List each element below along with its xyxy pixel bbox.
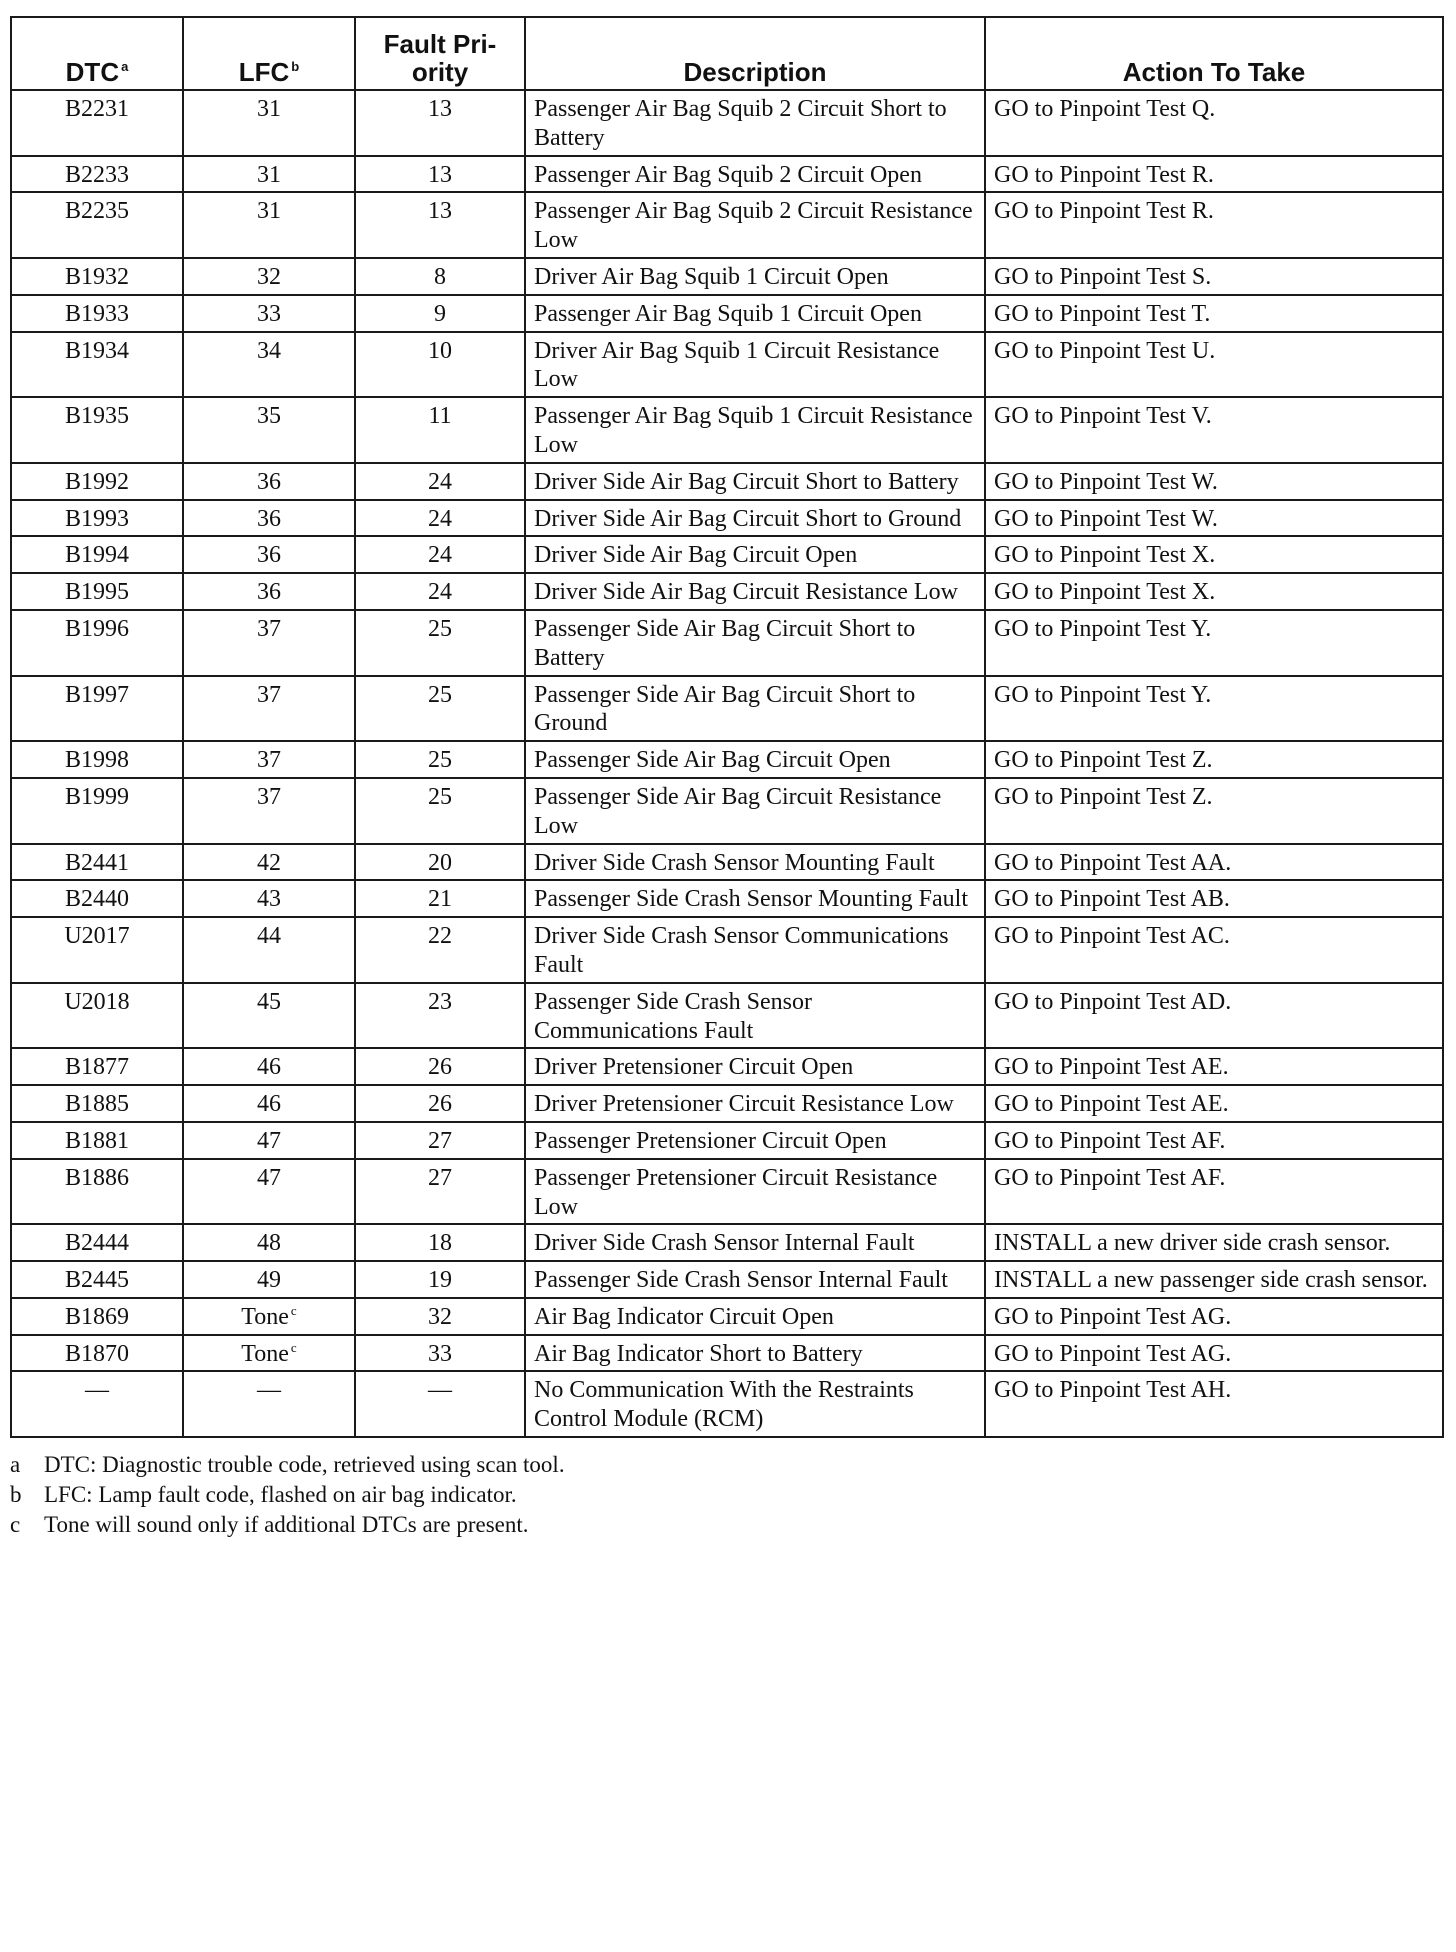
priority-cell: 24 (355, 573, 525, 610)
header-fault-priority: Fault Pri- ority (355, 17, 525, 90)
dtc-cell: B1934 (11, 332, 183, 398)
priority-cell: 24 (355, 536, 525, 573)
priority-cell: 19 (355, 1261, 525, 1298)
lfc-cell: 35 (183, 397, 355, 463)
header-action: Action To Take (985, 17, 1443, 90)
description-cell: Driver Side Air Bag Circuit Short to Battery (525, 463, 985, 500)
dtc-cell: B1998 (11, 741, 183, 778)
footnote: b LFC: Lamp fault code, flashed on air bag indicator. (10, 1481, 517, 1507)
lfc-cell: 42 (183, 844, 355, 881)
description-cell: Passenger Air Bag Squib 1 Circuit Resistance Low (525, 397, 985, 463)
table-row (11, 573, 1443, 610)
action-cell: GO to Pinpoint Test AD. (985, 983, 1443, 1049)
table-row (11, 1224, 1443, 1261)
dtc-cell: B1877 (11, 1048, 183, 1085)
dtc-cell: B1993 (11, 500, 183, 537)
table-row (11, 610, 1443, 676)
description-cell: Passenger Pretensioner Circuit Open (525, 1122, 985, 1159)
description-cell: No Communication With the Restraints Control Module (RCM) (525, 1371, 985, 1437)
description-cell: Passenger Air Bag Squib 2 Circuit Resistance Low (525, 192, 985, 258)
dtc-cell: B1885 (11, 1085, 183, 1122)
table-row (11, 880, 1443, 917)
lfc-cell: 37 (183, 778, 355, 844)
lfc-cell: — (183, 1371, 355, 1437)
lfc-cell: 45 (183, 983, 355, 1049)
table-row (11, 90, 1443, 156)
footnote: c Tone will sound only if additional DTCs are present. (10, 1511, 529, 1537)
description-cell: Passenger Air Bag Squib 2 Circuit Short to Battery (525, 90, 985, 156)
table-row (11, 500, 1443, 537)
lfc-cell: 43 (183, 880, 355, 917)
action-cell: GO to Pinpoint Test AA. (985, 844, 1443, 881)
priority-cell: 26 (355, 1085, 525, 1122)
table-row (11, 192, 1443, 258)
table-row (11, 1371, 1443, 1437)
table-row (11, 397, 1443, 463)
dtc-cell: B1870 (11, 1335, 183, 1372)
description-cell: Driver Side Air Bag Circuit Short to Ground (525, 500, 985, 537)
description-cell: Driver Pretensioner Circuit Open (525, 1048, 985, 1085)
action-cell: GO to Pinpoint Test R. (985, 156, 1443, 193)
dtc-cell: B1932 (11, 258, 183, 295)
priority-cell: 9 (355, 295, 525, 332)
priority-cell: 26 (355, 1048, 525, 1085)
priority-cell: 11 (355, 397, 525, 463)
action-cell: GO to Pinpoint Test U. (985, 332, 1443, 398)
lfc-cell: 37 (183, 741, 355, 778)
description-cell: Passenger Side Air Bag Circuit Short to Ground (525, 676, 985, 742)
description-cell: Driver Air Bag Squib 1 Circuit Resistance Low (525, 332, 985, 398)
table-row (11, 258, 1443, 295)
action-cell: GO to Pinpoint Test AC. (985, 917, 1443, 983)
description-cell: Passenger Side Crash Sensor Internal Fault (525, 1261, 985, 1298)
action-cell: GO to Pinpoint Test AE. (985, 1085, 1443, 1122)
action-cell: GO to Pinpoint Test Z. (985, 741, 1443, 778)
dtc-cell: B1881 (11, 1122, 183, 1159)
table-row (11, 741, 1443, 778)
priority-cell: 13 (355, 90, 525, 156)
lfc-cell: 36 (183, 500, 355, 537)
dtc-cell: B2441 (11, 844, 183, 881)
lfc-cell: 36 (183, 463, 355, 500)
description-cell: Passenger Side Air Bag Circuit Short to Battery (525, 610, 985, 676)
lfc-cell: 44 (183, 917, 355, 983)
dtc-cell: B1996 (11, 610, 183, 676)
lfc-cell: Tone $^c$ (183, 1298, 355, 1335)
table-row (11, 676, 1443, 742)
dtc-cell: B1933 (11, 295, 183, 332)
dtc-cell: B2440 (11, 880, 183, 917)
priority-cell: 33 (355, 1335, 525, 1372)
action-cell: GO to Pinpoint Test AE. (985, 1048, 1443, 1085)
description-cell: Passenger Side Crash Sensor Mounting Fault (525, 880, 985, 917)
dtc-cell: B1997 (11, 676, 183, 742)
description-cell: Driver Side Crash Sensor Internal Fault (525, 1224, 985, 1261)
dtc-cell: B1869 (11, 1298, 183, 1335)
table-row (11, 778, 1443, 844)
action-cell: GO to Pinpoint Test S. (985, 258, 1443, 295)
description-cell: Passenger Pretensioner Circuit Resistance Low (525, 1159, 985, 1225)
priority-cell: 20 (355, 844, 525, 881)
action-cell: GO to Pinpoint Test Y. (985, 610, 1443, 676)
dtc-cell: U2017 (11, 917, 183, 983)
priority-cell: 10 (355, 332, 525, 398)
header-lfc: LFC $^b$ (183, 17, 355, 90)
dtc-cell: B1999 (11, 778, 183, 844)
dtc-cell: U2018 (11, 983, 183, 1049)
priority-cell: 13 (355, 192, 525, 258)
description-cell: Passenger Air Bag Squib 1 Circuit Open (525, 295, 985, 332)
table-row (11, 463, 1443, 500)
description-cell: Driver Air Bag Squib 1 Circuit Open (525, 258, 985, 295)
footnotes (10, 1450, 1442, 1540)
table-row (11, 295, 1443, 332)
priority-cell: 25 (355, 741, 525, 778)
footnote-marker: c (290, 1339, 297, 1355)
lfc-cell: 37 (183, 610, 355, 676)
description-cell: Passenger Side Air Bag Circuit Open (525, 741, 985, 778)
lfc-cell: 46 (183, 1085, 355, 1122)
priority-cell: 25 (355, 610, 525, 676)
dtc-cell: B1994 (11, 536, 183, 573)
table-row (11, 1122, 1443, 1159)
lfc-cell: 33 (183, 295, 355, 332)
table-row (11, 156, 1443, 193)
priority-cell: — (355, 1371, 525, 1437)
priority-cell: 25 (355, 778, 525, 844)
table-row (11, 1159, 1443, 1225)
description-cell: Passenger Side Air Bag Circuit Resistance Low (525, 778, 985, 844)
action-cell: GO to Pinpoint Test AG. (985, 1335, 1443, 1372)
priority-cell: 21 (355, 880, 525, 917)
priority-cell: 8 (355, 258, 525, 295)
lfc-cell: 46 (183, 1048, 355, 1085)
lfc-cell: 47 (183, 1122, 355, 1159)
action-cell: GO to Pinpoint Test V. (985, 397, 1443, 463)
priority-cell: 32 (355, 1298, 525, 1335)
action-cell: GO to Pinpoint Test R. (985, 192, 1443, 258)
footnote-marker: c (290, 1302, 297, 1318)
description-cell: Air Bag Indicator Short to Battery (525, 1335, 985, 1372)
description-cell: Driver Side Crash Sensor Mounting Fault (525, 844, 985, 881)
action-cell: GO to Pinpoint Test AF. (985, 1122, 1443, 1159)
footnote: a DTC: Diagnostic trouble code, retrieved using scan tool. (10, 1452, 565, 1478)
dtc-cell: B1886 (11, 1159, 183, 1225)
lfc-cell: Tone $^c$ (183, 1335, 355, 1372)
priority-cell: 18 (355, 1224, 525, 1261)
priority-cell: 24 (355, 500, 525, 537)
description-cell: Driver Pretensioner Circuit Resistance Low (525, 1085, 985, 1122)
dtc-cell: — (11, 1371, 183, 1437)
action-cell: GO to Pinpoint Test AH. (985, 1371, 1443, 1437)
description-cell: Air Bag Indicator Circuit Open (525, 1298, 985, 1335)
dtc-cell: B2233 (11, 156, 183, 193)
priority-cell: 23 (355, 983, 525, 1049)
lfc-cell: 32 (183, 258, 355, 295)
description-cell: Driver Side Air Bag Circuit Resistance Low (525, 573, 985, 610)
priority-cell: 24 (355, 463, 525, 500)
lfc-cell: 34 (183, 332, 355, 398)
table-header-row (11, 17, 1443, 90)
action-cell: GO to Pinpoint Test AF. (985, 1159, 1443, 1225)
table-row (11, 1261, 1443, 1298)
description-cell: Passenger Air Bag Squib 2 Circuit Open (525, 156, 985, 193)
lfc-cell: 37 (183, 676, 355, 742)
description-cell: Driver Side Crash Sensor Communications Fault (525, 917, 985, 983)
dtc-cell: B1935 (11, 397, 183, 463)
lfc-cell: 31 (183, 192, 355, 258)
action-cell: GO to Pinpoint Test AB. (985, 880, 1443, 917)
table-row (11, 1335, 1443, 1372)
action-cell: GO to Pinpoint Test W. (985, 463, 1443, 500)
table-row (11, 983, 1443, 1049)
lfc-cell: 36 (183, 573, 355, 610)
action-cell: INSTALL a new driver side crash sensor. (985, 1224, 1443, 1261)
table-row (11, 332, 1443, 398)
action-cell: GO to Pinpoint Test X. (985, 536, 1443, 573)
dtc-cell: B1995 (11, 573, 183, 610)
action-cell: GO to Pinpoint Test AG. (985, 1298, 1443, 1335)
dtc-cell: B2444 (11, 1224, 183, 1261)
dtc-document (10, 16, 1442, 1540)
table-row (11, 1298, 1443, 1335)
action-cell: GO to Pinpoint Test Y. (985, 676, 1443, 742)
lfc-cell: 48 (183, 1224, 355, 1261)
lfc-cell: 31 (183, 156, 355, 193)
description-cell: Driver Side Air Bag Circuit Open (525, 536, 985, 573)
dtc-cell: B1992 (11, 463, 183, 500)
priority-cell: 13 (355, 156, 525, 193)
dtc-table (10, 16, 1444, 1438)
action-cell: GO to Pinpoint Test T. (985, 295, 1443, 332)
priority-cell: 25 (355, 676, 525, 742)
dtc-cell: B2445 (11, 1261, 183, 1298)
action-cell: GO to Pinpoint Test Z. (985, 778, 1443, 844)
description-cell: Passenger Side Crash Sensor Communications Fault (525, 983, 985, 1049)
priority-cell: 27 (355, 1159, 525, 1225)
header-description: Description (525, 17, 985, 90)
action-cell: GO to Pinpoint Test X. (985, 573, 1443, 610)
header-dtc: DTC $^a$ (11, 17, 183, 90)
action-cell: GO to Pinpoint Test Q. (985, 90, 1443, 156)
table-row (11, 917, 1443, 983)
lfc-cell: 47 (183, 1159, 355, 1225)
priority-cell: 27 (355, 1122, 525, 1159)
priority-cell: 22 (355, 917, 525, 983)
lfc-cell: 49 (183, 1261, 355, 1298)
dtc-cell: B2235 (11, 192, 183, 258)
dtc-cell: B2231 (11, 90, 183, 156)
table-row (11, 1085, 1443, 1122)
action-cell: GO to Pinpoint Test W. (985, 500, 1443, 537)
table-body (11, 90, 1443, 1437)
lfc-cell: 31 (183, 90, 355, 156)
table-row (11, 1048, 1443, 1085)
action-cell: INSTALL a new passenger side crash sensor. (985, 1261, 1443, 1298)
table-row (11, 536, 1443, 573)
table-row (11, 844, 1443, 881)
lfc-cell: 36 (183, 536, 355, 573)
